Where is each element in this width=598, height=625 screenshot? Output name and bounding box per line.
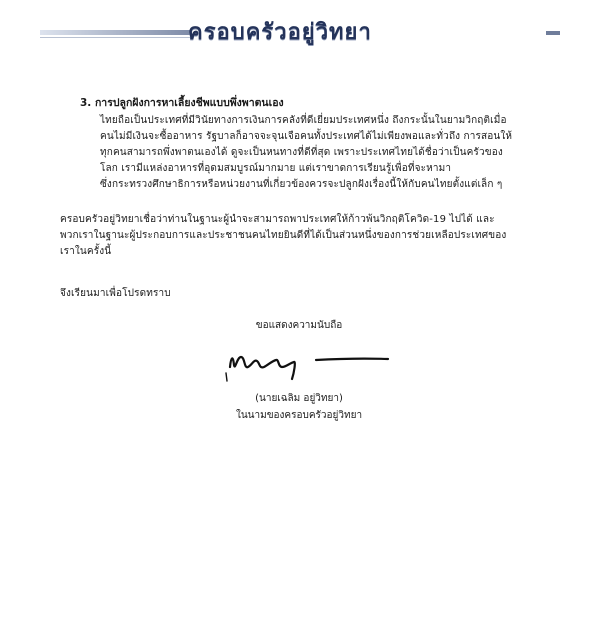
letterhead-rule <box>40 30 190 35</box>
paragraph-line: ไทยถือเป็นประเทศที่มีวินัยทางการเงินการคลังที่ดีเยี่ยมประเทศหนึ่ง ถึงกระนั้นในยามวิกฤติเมื่อ <box>100 115 507 126</box>
paragraph-line: ซึ่งกระทรวงศึกษาธิการหรือหน่วยงานที่เกี่ยวข้องควรจะปลูกฝังเรื่องนี้ให้กับคนไทยตั้งแต่เล็ก ๆ <box>100 179 503 190</box>
section-paragraph <box>100 113 512 193</box>
signature-image <box>224 345 394 385</box>
paragraph-line: โลก เรามีแหล่งอาหารที่อุดมสมบูรณ์มากมาย แต่เราขาดการเรียนรู้เพื่อที่จะหามา <box>100 163 452 174</box>
signer-title: ในนามของครอบครัวอยู่วิทยา <box>235 410 363 421</box>
paragraph-line: คนไม่มีเงินจะซื้ออาหาร รัฐบาลก็อาจจะจุนเจือคนทั้งประเทศได้ไม่เพียงพอและทั่วถึง การสอนให้ <box>100 131 513 142</box>
closing-line: จึงเรียนมาเพื่อโปรดทราบ <box>60 288 171 299</box>
paragraph-line: ทุกคนสามารถพึ่งพาตนเองได้ ดูจะเป็นหนทางที่ดีที่สุด เพราะประเทศไทยได้ชื่อว่าเป็นครัวของ <box>100 147 503 158</box>
conclusion-paragraph <box>60 212 506 260</box>
letterhead-rule-end <box>546 31 560 35</box>
paragraph-line: เราในครั้งนี้ <box>60 246 112 257</box>
paragraph-line: พวกเราในฐานะผู้ประกอบการและประชาชนคนไทยยินดีที่ได้เป็นส่วนหนึ่งของการช่วยเหลือประเทศของ <box>60 230 507 241</box>
letterhead-logo: ครอบครัวอยู่วิทยา <box>188 20 372 45</box>
section-title: 3. การปลูกฝังการหาเลี้ยงชีพแบบพึ่งพาตนเอง <box>80 97 284 109</box>
letterhead <box>40 14 560 54</box>
paragraph-line: ครอบครัวอยู่วิทยาเชื่อว่าท่านในฐานะผู้นำจะสามารถพาประเทศให้ก้าวพ้นวิกฤติโควิด-19 ไปได้ และ <box>60 214 495 225</box>
signer-name: (นายเฉลิม อยู่วิทยา) <box>255 393 343 404</box>
sincerely-line: ขอแสดงความนับถือ <box>255 320 343 331</box>
letterhead-rule-thin <box>40 37 190 38</box>
